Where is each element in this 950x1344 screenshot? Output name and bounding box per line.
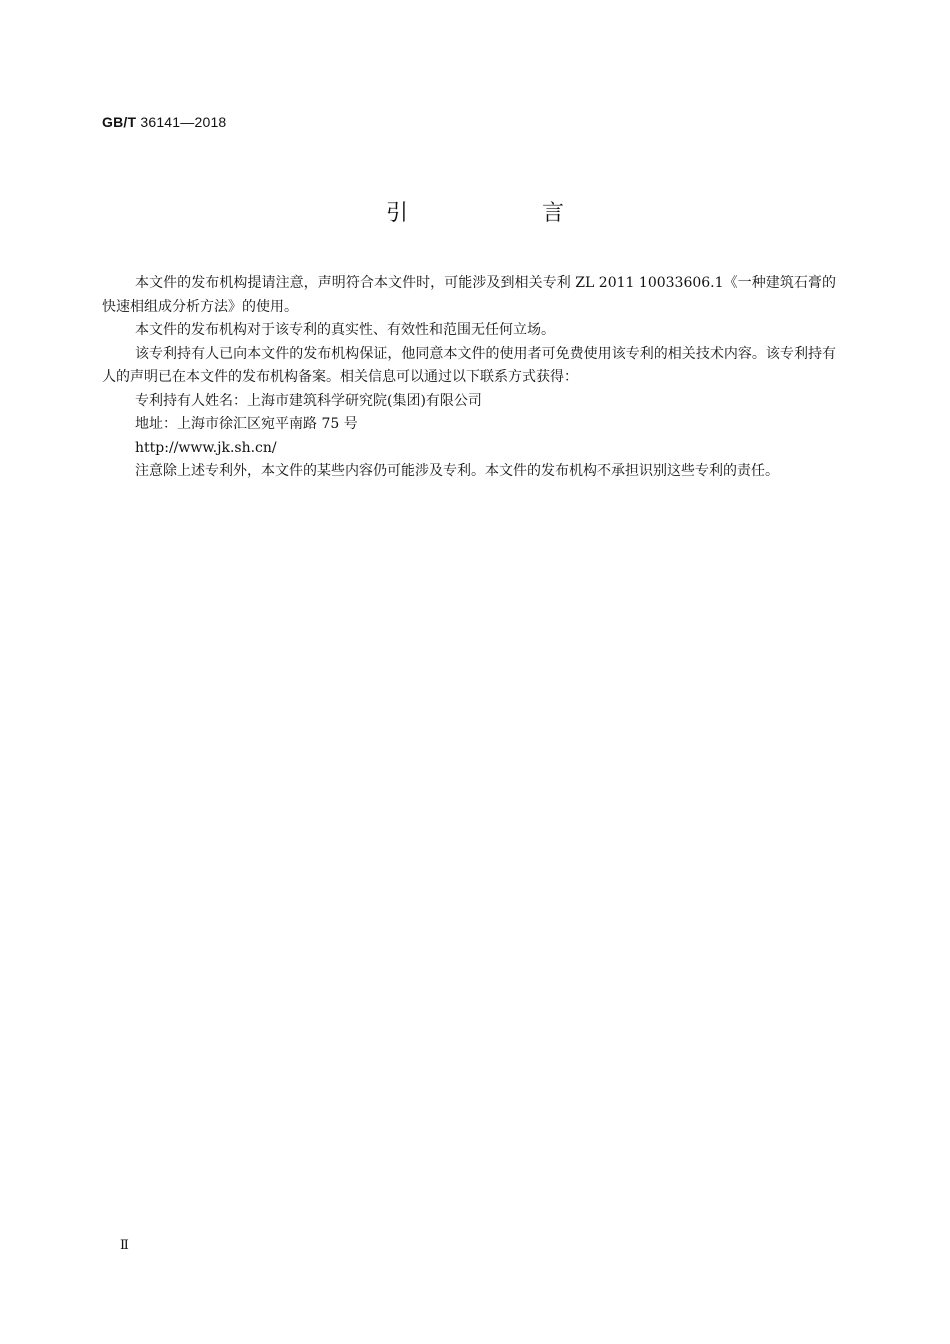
paragraph-patent-notice: 本文件的发布机构提请注意，声明符合本文件时，可能涉及到相关专利 ZL 2011 10033606.1《一种建筑石膏的快速相组成分析方法》的使用。 <box>102 275 836 315</box>
section-title: 引 言 <box>385 201 620 226</box>
paragraph-no-position: 本文件的发布机构对于该专利的真实性、有效性和范围无任何立场。 <box>135 322 555 338</box>
paragraph-other-patents: 注意除上述专利外，本文件的某些内容仍可能涉及专利。本文件的发布机构不承担识别这些专利的责任。 <box>135 463 779 479</box>
paragraph-website: http://www.jk.sh.cn/ <box>135 439 277 456</box>
paragraph-holder-guarantee: 该专利持有人已向本文件的发布机构保证，他同意本文件的使用者可免费使用该专利的相关技术内容。该专利持有人的声明已在本文件的发布机构备案。相关信息可以通过以下联系方式获得： <box>102 345 836 385</box>
document-body <box>102 272 836 484</box>
standard-number: 36141—2018 <box>140 114 227 130</box>
paragraph-holder-name: 专利持有人姓名：上海市建筑科学研究院(集团)有限公司 <box>135 392 482 409</box>
standard-code <box>102 114 226 130</box>
page-number: Ⅱ <box>120 1238 129 1253</box>
standard-prefix: GB/T <box>102 114 137 130</box>
paragraph-address: 地址：上海市徐汇区宛平南路 75 号 <box>135 416 358 432</box>
